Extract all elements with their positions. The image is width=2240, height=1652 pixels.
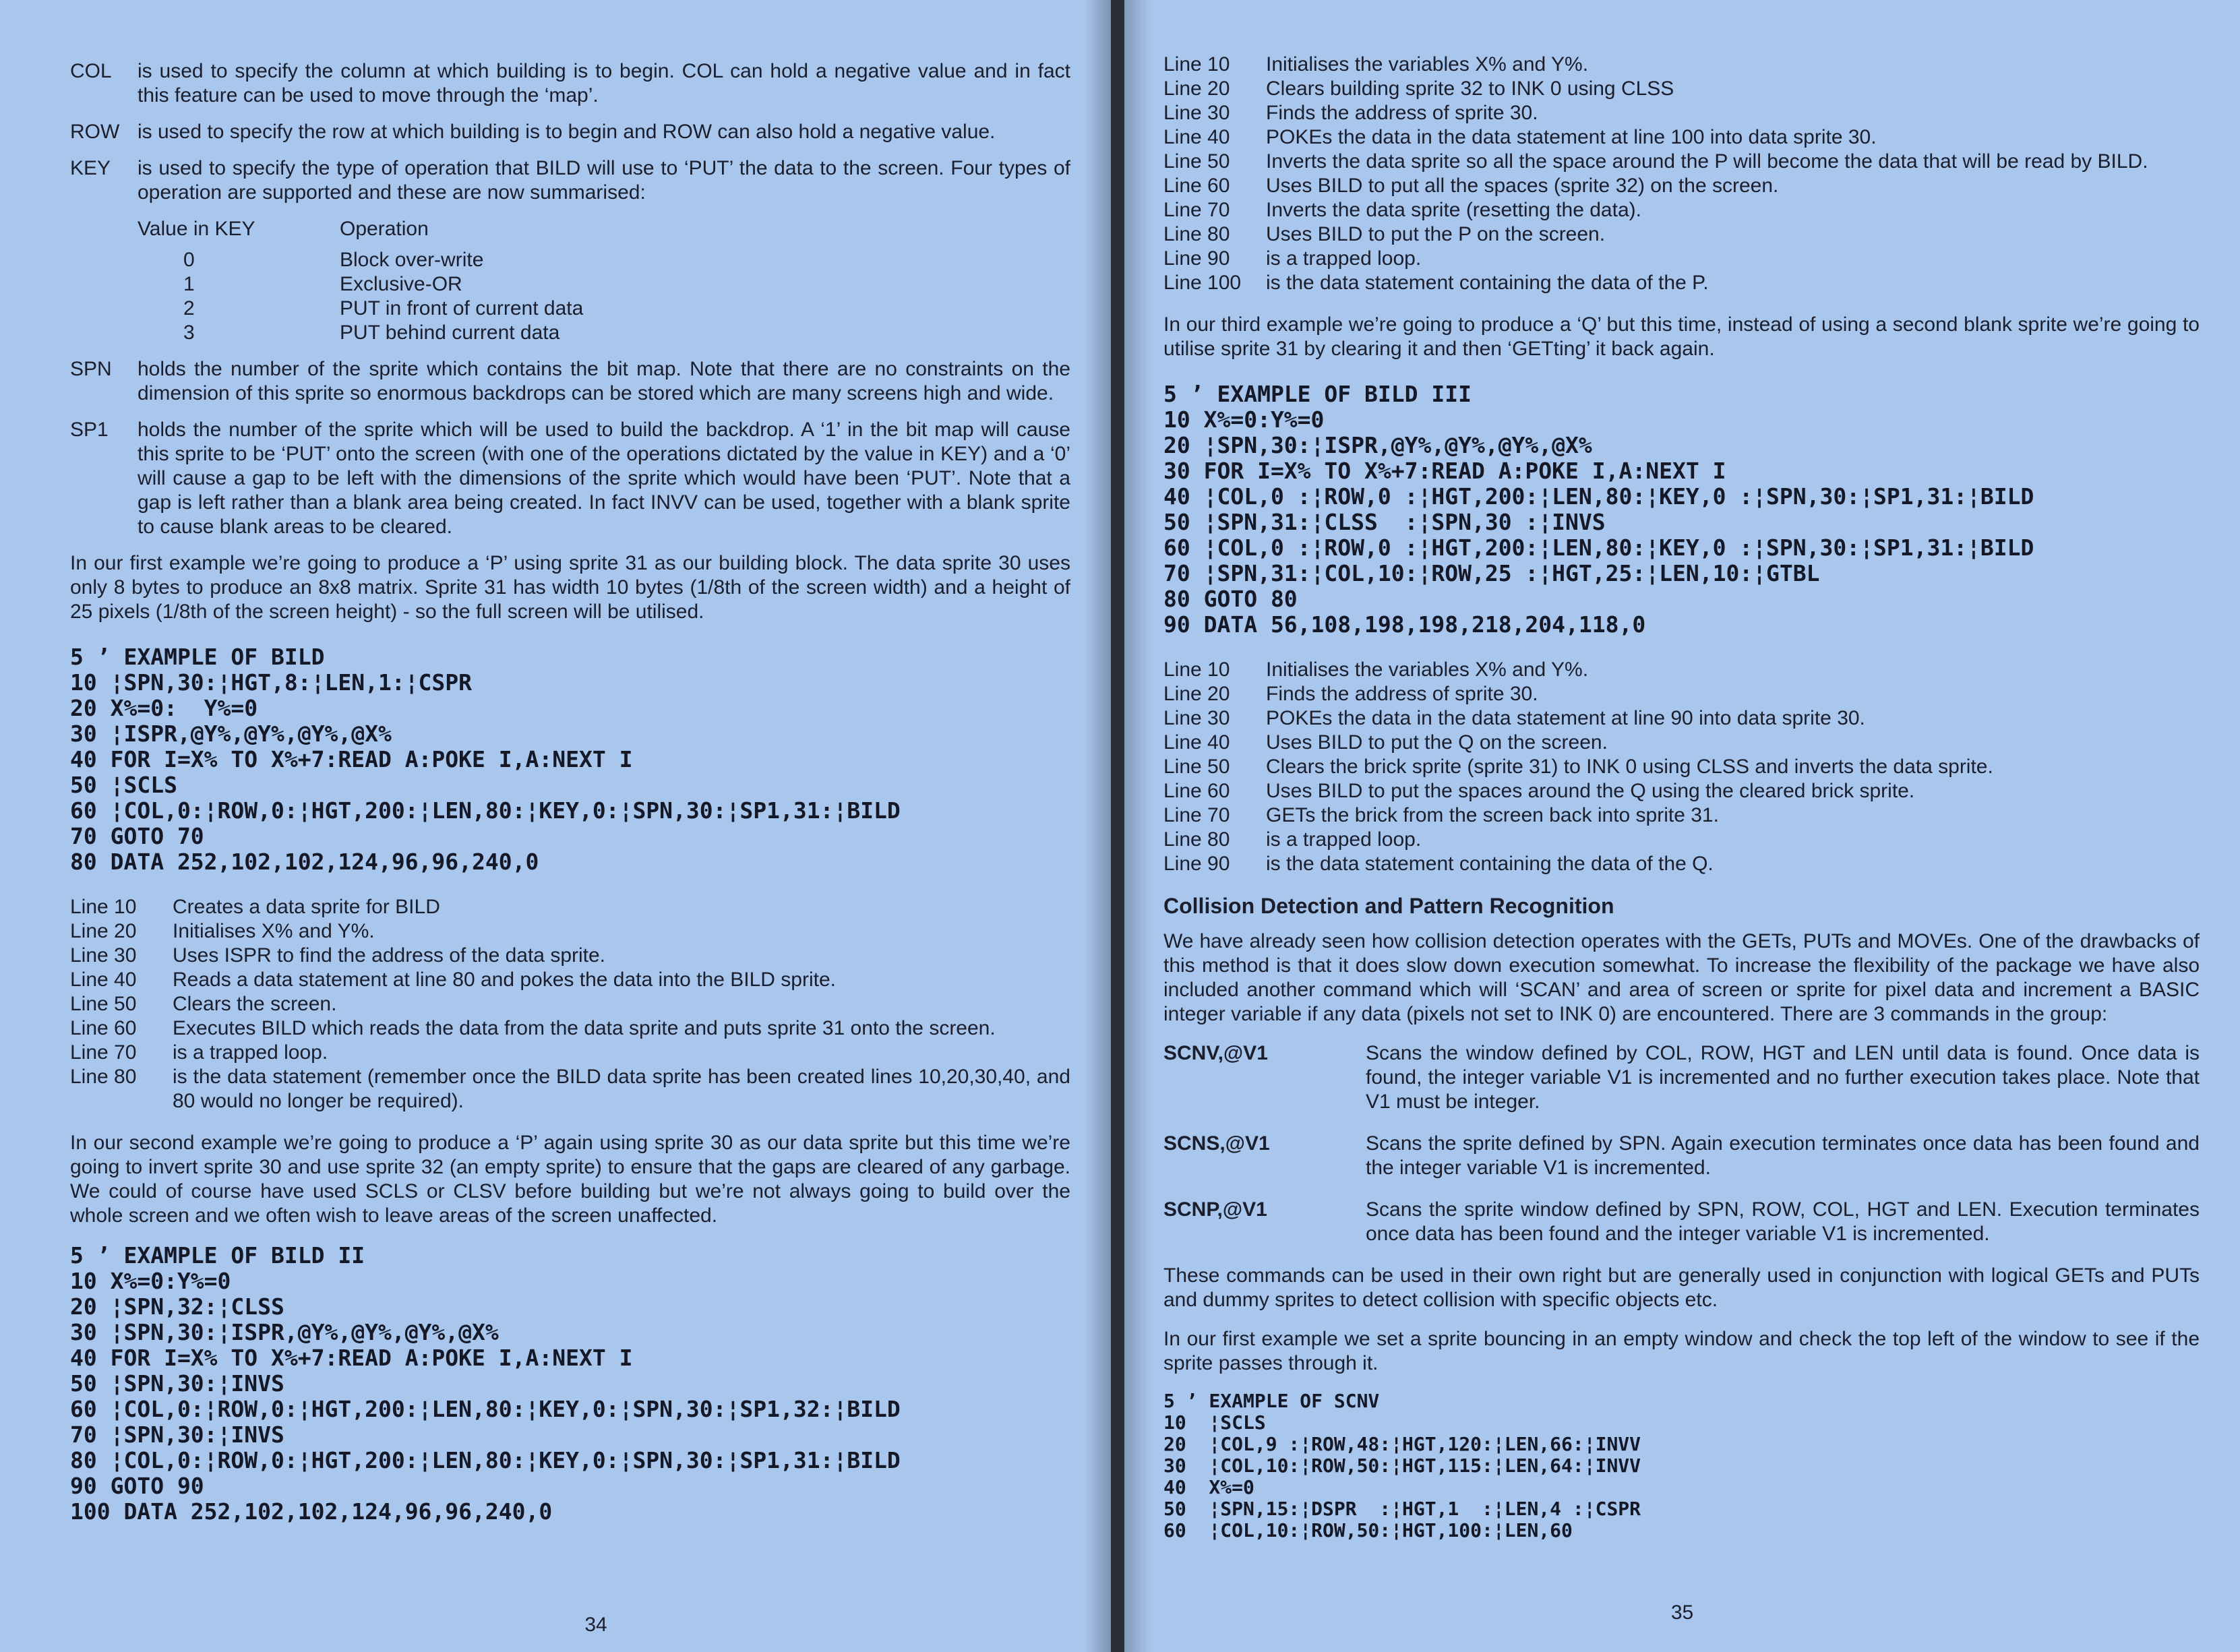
paragraph: In our first example we set a sprite bouncing in an empty window and check the top left of the window to see if the sprite passes through it. (1163, 1328, 2200, 1374)
list-item (70, 1041, 1070, 1065)
table-cell-value: 2 (183, 297, 195, 319)
line-number: Line 70 (70, 1041, 137, 1064)
line-number: Line 10 (1163, 53, 1230, 75)
paragraph: We have already seen how collision detection operates with the GETs, PUTs and MOVEs. One of the drawbacks of this method is that it does slow down execution somewhat. To increase the flexibility of the package we have also included another command which will ‘SCAN’ and area of screen or sprite for pixel data and increment a BASIC integer variable if any data (pixels not set to INK 0) are encountered. There are 3 commands in the group: (1163, 930, 2200, 1025)
line-description: is a trapped loop. (1266, 828, 1422, 851)
definition-text: holds the number of the sprite which will be used to build the backdrop. A ‘1’ in the bit map will cause this sprite to be ‘PUT’ onto the screen (with one of the operations dictated by the value in KEY) and a ‘0’ will cause a gap to be left with the dimensions of the sprite which would have been ‘PUT’. Note that a gap is left rather than a blank area being created. In fact INVV can be used, together with a blank sprite to cause blank areas to be cleared. (138, 419, 1070, 538)
line-description: Clears the screen. (173, 993, 337, 1015)
line-description: POKEs the data in the data statement at line 100 into data sprite 30. (1266, 126, 1877, 148)
definition-sp1 (70, 418, 1070, 539)
table-cell-operation: Exclusive-OR (340, 273, 462, 295)
definition-key: KEY (70, 157, 111, 179)
line-number: Line 30 (1163, 707, 1230, 729)
line-number: Line 60 (70, 1017, 137, 1039)
table-cell-operation: PUT behind current data (340, 322, 560, 344)
line-description: Uses BILD to put the Q on the screen. (1266, 731, 1608, 754)
table-row (138, 297, 1070, 321)
definition-key: ROW (70, 121, 120, 143)
section-heading: Collision Detection and Pattern Recognition (1163, 894, 1614, 918)
line-description: Inverts the data sprite so all the space around the P will become the data that will be read by BILD. (1266, 150, 2148, 173)
line-number: Line 50 (1163, 150, 1230, 173)
command-description: Scans the sprite window defined by SPN, ROW, COL, HGT and LEN. Execution terminates once data has been found and the integer variable V1 is incremented. (1366, 1198, 2200, 1245)
table-cell-operation: PUT in front of current data (340, 297, 584, 319)
line-description: Initialises X% and Y%. (173, 920, 375, 942)
table-row (138, 248, 1070, 272)
list-item (1163, 731, 2200, 755)
right-page (1124, 0, 2240, 1652)
list-item (1163, 101, 2200, 125)
definition-key-param (70, 156, 1070, 205)
definition-text: is used to specify the type of operation that BILD will use to ‘PUT’ the data to the screen. Four types of operation are supported and these are now summarised: (138, 157, 1070, 204)
list-item (1163, 77, 2200, 101)
paragraph: In our second example we’re going to produce a ‘P’ again using sprite 30 as our data sprite but this time we’re going to invert sprite 30 and use sprite 32 (an empty sprite) to ensure that the gaps are cleared of any garbage. We could of course have used SCLS or CLSV before building but we’re not always going to build over the whole screen and we often wish to leave areas of the screen unaffected. (70, 1132, 1070, 1227)
left-page (0, 0, 1111, 1652)
list-item (1163, 828, 2200, 852)
list-item (1163, 222, 2200, 247)
command-name: SCNV,@V1 (1163, 1042, 1268, 1064)
table-row (138, 321, 1070, 345)
line-number: Line 40 (1163, 126, 1230, 148)
line-description: Clears the brick sprite (sprite 31) to INK 0 using CLSS and inverts the data sprite. (1266, 756, 1993, 778)
list-item (1163, 755, 2200, 779)
line-explanations-top (1163, 53, 2200, 295)
line-number: Line 20 (1163, 683, 1230, 705)
line-description: is a trapped loop. (173, 1041, 328, 1064)
table-cell-operation: Block over-write (340, 249, 484, 271)
line-number: Line 50 (70, 993, 137, 1015)
definition-col (70, 59, 1070, 108)
line-description: Executes BILD which reads the data from the data sprite and puts sprite 31 onto the screen. (173, 1017, 996, 1039)
list-item (1163, 706, 2200, 731)
line-explanations-q (1163, 658, 2200, 876)
line-description: Creates a data sprite for BILD (173, 896, 440, 918)
line-number: Line 20 (70, 920, 137, 942)
line-description: GETs the brick from the screen back into sprite 31. (1266, 804, 1719, 826)
command-name: SCNP,@V1 (1163, 1198, 1267, 1221)
list-item (70, 1065, 1070, 1113)
code-listing-bild-ii: 5 ’ EXAMPLE OF BILD II 10 X%=0:Y%=0 20 ¦SPN,32:¦CLSS 30 ¦SPN,30:¦ISPR,@Y%,@Y%,@Y%,@X% 40 FOR I=X% TO X%+7:READ A:POKE I,A:NEXT I 50 ¦SPN,30:¦INVS 60 ¦COL,0:¦ROW,0:¦HGT,200:¦LEN,80:¦KEY,0:¦SPN,30:¦SP1,32:¦BILD 70 ¦SPN,30:¦INVS 80 ¦COL,0:¦ROW,0:¦HGT,200:¦LEN,80:¦KEY,0:¦SPN,30:¦SP1,31:¦BILD 90 GOTO 90 100 DATA 252,102,102,124,96,96,240,0 (70, 1242, 901, 1525)
header-value: Value in KEY (138, 218, 255, 240)
definition-row (70, 120, 1070, 144)
list-item (1163, 271, 2200, 295)
line-number: Line 10 (70, 896, 137, 918)
line-description: POKEs the data in the data statement at line 90 into data sprite 30. (1266, 707, 1865, 729)
line-description: Uses BILD to put the spaces around the Q using the cleared brick sprite. (1266, 780, 1915, 802)
definition-spn (70, 357, 1070, 406)
list-item (1163, 174, 2200, 198)
list-item (70, 919, 1070, 944)
command-scnv (1163, 1041, 2200, 1114)
code-listing-bild: 5 ’ EXAMPLE OF BILD 10 ¦SPN,30:¦HGT,8:¦LEN,1:¦CSPR 20 X%=0: Y%=0 30 ¦ISPR,@Y%,@Y%,@Y%,@X% 40 FOR I=X% TO X%+7:READ A:POKE I,A:NEXT I 50 ¦SCLS 60 ¦COL,0:¦ROW,0:¦HGT,200:¦LEN,80:¦KEY,0:¦SPN,30:¦SP1,31:¦BILD 70 GOTO 70 80 DATA 252,102,102,124,96,96,240,0 (70, 644, 901, 875)
line-number: Line 90 (1163, 247, 1230, 270)
header-operation: Operation (340, 218, 429, 240)
line-description: Uses BILD to put the P on the screen. (1266, 223, 1606, 245)
paragraph: In our third example we’re going to produce a ‘Q’ but this time, instead of using a second blank sprite we’re going to utilise sprite 31 by clearing it and then ‘GETting’ it back again. (1163, 313, 2200, 360)
list-item (70, 895, 1070, 919)
table-cell-value: 0 (183, 249, 195, 271)
line-explanations (70, 895, 1070, 1113)
definition-key: COL (70, 60, 112, 82)
list-item (1163, 125, 2200, 150)
line-number: Line 60 (1163, 780, 1230, 802)
gutter-shadow (1084, 0, 1111, 1652)
line-number: Line 10 (1163, 659, 1230, 681)
line-description: Uses ISPR to find the address of the data sprite. (173, 944, 606, 967)
command-description: Scans the window defined by COL, ROW, HGT and LEN until data is found. Once data is found, the integer variable V1 is incremented and no further execution takes place. Note that V1 must be integer. (1366, 1042, 2200, 1113)
table-header (138, 217, 1070, 241)
paragraph: These commands can be used in their own right but are generally used in conjunction with logical GETs and PUTs and dummy sprites to detect collision with specific objects etc. (1163, 1264, 2200, 1311)
line-number: Line 20 (1163, 78, 1230, 100)
definition-key: SP1 (70, 419, 109, 441)
line-number: Line 50 (1163, 756, 1230, 778)
list-item (1163, 779, 2200, 803)
list-item (1163, 150, 2200, 174)
line-number: Line 100 (1163, 272, 1242, 294)
list-item (1163, 852, 2200, 876)
line-description: Initialises the variables X% and Y%. (1266, 659, 1589, 681)
paragraph: In our first example we’re going to produce a ‘P’ using sprite 31 as our building block. The data sprite 30 uses only 8 bytes to produce an 8x8 matrix. Sprite 31 has width 10 bytes (1/8th of the screen width) and a height of 25 pixels (1/8th of the screen height) - so the full screen will be utilised. (70, 552, 1070, 623)
list-item (1163, 198, 2200, 222)
command-name: SCNS,@V1 (1163, 1132, 1270, 1155)
command-description: Scans the sprite defined by SPN. Again execution terminates once data has been found and the integer variable V1 is incremented. (1366, 1132, 2200, 1179)
line-description: Clears building sprite 32 to INK 0 using CLSS (1266, 78, 1674, 100)
line-number: Line 90 (1163, 853, 1230, 875)
line-number: Line 70 (1163, 199, 1230, 221)
list-item (1163, 53, 2200, 77)
definition-text: is used to specify the row at which building is to begin and ROW can also hold a negative value. (138, 121, 996, 143)
table-row (138, 272, 1070, 297)
list-item (70, 968, 1070, 992)
list-item (1163, 682, 2200, 706)
definitions-list (70, 59, 1070, 624)
code-listing-bild-iii: 5 ’ EXAMPLE OF BILD III 10 X%=0:Y%=0 20 ¦SPN,30:¦ISPR,@Y%,@Y%,@Y%,@X% 30 FOR I=X% TO X%+7:READ A:POKE I,A:NEXT I 40 ¦COL,0 :¦ROW,0 :¦HGT,200:¦LEN,80:¦KEY,0 :¦SPN,30:¦SP1,31:¦BILD 50 ¦SPN,31:¦CLSS :¦SPN,30 :¦INVS 60 ¦COL,0 :¦ROW,0 :¦HGT,200:¦LEN,80:¦KEY,0 :¦SPN,30:¦SP1,31:¦BILD 70 ¦SPN,31:¦COL,10:¦ROW,25 :¦HGT,25:¦LEN,10:¦GTBL 80 GOTO 80 90 DATA 56,108,198,198,218,204,118,0 (1163, 381, 2034, 638)
line-number: Line 80 (1163, 828, 1230, 851)
list-item (1163, 658, 2200, 682)
table-cell-value: 1 (183, 273, 195, 295)
command-scnp (1163, 1198, 2200, 1246)
line-number: Line 40 (1163, 731, 1230, 754)
page-number: 35 (1670, 1601, 1694, 1624)
definition-key: SPN (70, 358, 112, 380)
definition-text: holds the number of the sprite which contains the bit map. Note that there are no constraints on the dimension of this sprite so enormous backdrops can be stored which are many screens high and wide. (138, 358, 1070, 404)
line-description: is the data statement (remember once the BILD data sprite has been created lines 10,20,30,40, and 80 would no longer be required). (173, 1066, 1070, 1112)
line-description: Uses BILD to put all the spaces (sprite 32) on the screen. (1266, 175, 1779, 197)
line-description: Finds the address of sprite 30. (1266, 683, 1538, 705)
page-number: 34 (584, 1614, 607, 1636)
line-description: is a trapped loop. (1266, 247, 1422, 270)
line-number: Line 80 (70, 1066, 137, 1088)
definition-text: is used to specify the column at which building is to begin. COL can hold a negative value and in fact this feature can be used to move through the ‘map’. (138, 60, 1070, 106)
line-number: Line 80 (1163, 223, 1230, 245)
line-number: Line 30 (1163, 102, 1230, 124)
list-item (70, 944, 1070, 968)
list-item (70, 992, 1070, 1016)
line-number: Line 60 (1163, 175, 1230, 197)
line-description: Reads a data statement at line 80 and pokes the data into the BILD sprite. (173, 969, 836, 991)
line-number: Line 40 (70, 969, 137, 991)
list-item (70, 1016, 1070, 1041)
table-cell-value: 3 (183, 322, 195, 344)
list-item (1163, 803, 2200, 828)
line-number: Line 70 (1163, 804, 1230, 826)
code-listing-scnv: 5 ’ EXAMPLE OF SCNV 10 ¦SCLS 20 ¦COL,9 :¦ROW,48:¦HGT,120:¦LEN,66:¦INVV 30 ¦COL,10:¦ROW,50:¦HGT,115:¦LEN,64:¦INVV 40 X%=0 50 ¦SPN,15:¦DSPR :¦HGT,1 :¦LEN,4 :¦CSPR 60 ¦COL,10:¦ROW,50:¦HGT,100:¦LEN,60 (1163, 1390, 1641, 1541)
command-scns (1163, 1132, 2200, 1180)
key-operation-table (138, 217, 1070, 345)
list-item (1163, 247, 2200, 271)
gutter-shadow (1124, 0, 1151, 1652)
line-description: Finds the address of sprite 30. (1266, 102, 1538, 124)
line-description: Inverts the data sprite (resetting the data). (1266, 199, 1641, 221)
line-description: Initialises the variables X% and Y%. (1266, 53, 1589, 75)
line-description: is the data statement containing the data of the Q. (1266, 853, 1714, 875)
line-number: Line 30 (70, 944, 137, 967)
line-description: is the data statement containing the data of the P. (1266, 272, 1709, 294)
command-list (1163, 1041, 2200, 1246)
